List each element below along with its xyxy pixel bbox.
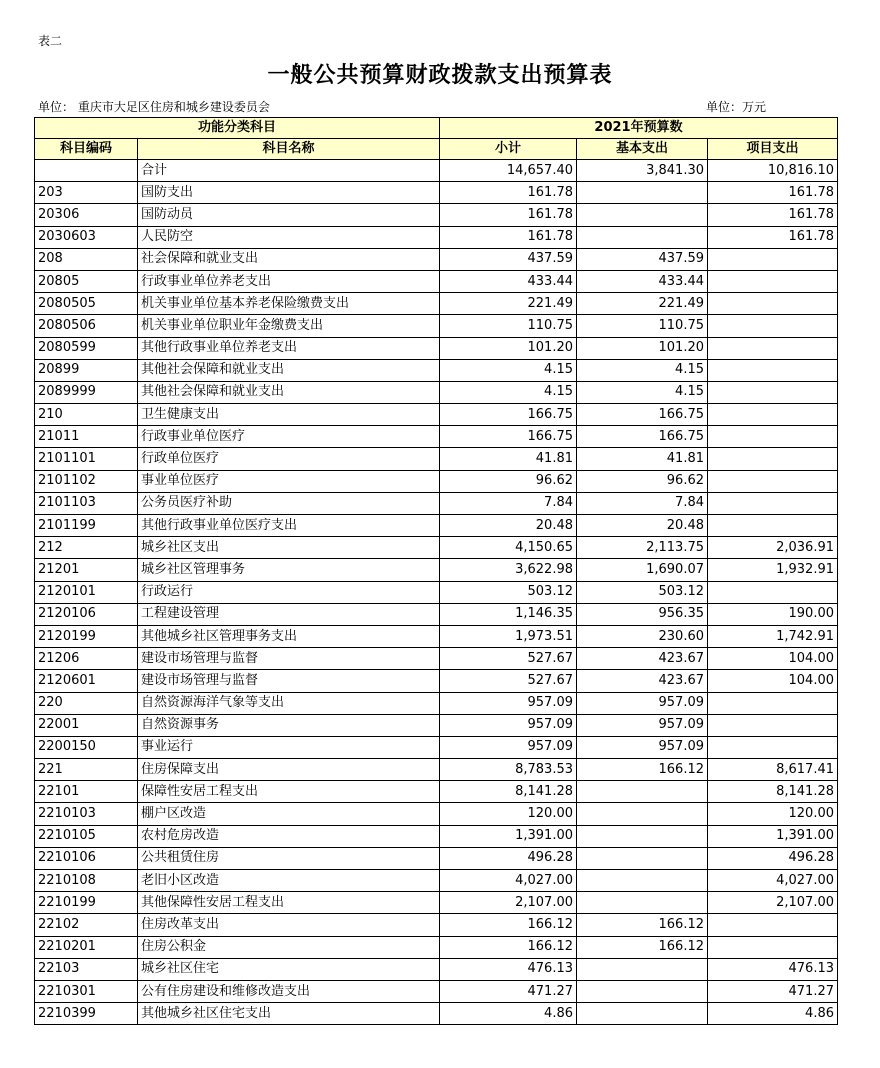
cell-name: 住房公积金: [138, 936, 440, 958]
cell-subtotal: 8,783.53: [440, 759, 577, 781]
cell-project: [708, 404, 838, 426]
cell-name: 其他城乡社区住宅支出: [138, 1003, 440, 1025]
cell-code: 2120106: [35, 603, 138, 625]
cell-project: 104.00: [708, 648, 838, 670]
cell-basic: 423.67: [577, 648, 708, 670]
cell-basic: [577, 847, 708, 869]
cell-subtotal: 2,107.00: [440, 892, 577, 914]
cell-subtotal: 166.12: [440, 936, 577, 958]
cell-project: [708, 270, 838, 292]
cell-code: 2210199: [35, 892, 138, 914]
cell-code: 2210106: [35, 847, 138, 869]
cell-basic: [577, 1003, 708, 1025]
table-row: [35, 160, 838, 182]
cell-subtotal: 1,973.51: [440, 625, 577, 647]
cell-basic: [577, 226, 708, 248]
cell-code: 22001: [35, 714, 138, 736]
cell-code: 2210399: [35, 1003, 138, 1025]
cell-code: 210: [35, 404, 138, 426]
cell-basic: 166.12: [577, 759, 708, 781]
cell-code: 208: [35, 248, 138, 270]
cell-basic: 3,841.30: [577, 160, 708, 182]
cell-basic: 221.49: [577, 293, 708, 315]
cell-name: 公务员医疗补助: [138, 492, 440, 514]
cell-subtotal: 437.59: [440, 248, 577, 270]
cell-subtotal: 161.78: [440, 204, 577, 226]
header-code: 科目编码: [35, 139, 138, 160]
table-row: [35, 337, 838, 359]
cell-subtotal: 957.09: [440, 736, 577, 758]
table-row: [35, 381, 838, 403]
cell-code: 2089999: [35, 381, 138, 403]
cell-basic: [577, 204, 708, 226]
cell-project: [708, 337, 838, 359]
cell-name: 事业运行: [138, 736, 440, 758]
cell-basic: 110.75: [577, 315, 708, 337]
cell-project: [708, 581, 838, 603]
table-row: [35, 625, 838, 647]
cell-basic: [577, 980, 708, 1002]
cell-project: [708, 936, 838, 958]
cell-basic: 166.12: [577, 936, 708, 958]
cell-project: 8,141.28: [708, 781, 838, 803]
cell-subtotal: 957.09: [440, 692, 577, 714]
cell-project: [708, 515, 838, 537]
cell-project: [708, 470, 838, 492]
unit-organization: 单位： 重庆市大足区住房和城乡建设委员会: [38, 100, 270, 114]
cell-project: [708, 381, 838, 403]
cell-subtotal: 221.49: [440, 293, 577, 315]
cell-basic: 423.67: [577, 670, 708, 692]
table-row: [35, 980, 838, 1002]
cell-code: 22102: [35, 914, 138, 936]
cell-basic: 4.15: [577, 381, 708, 403]
cell-subtotal: 471.27: [440, 980, 577, 1002]
table-row: [35, 914, 838, 936]
cell-code: 2210108: [35, 870, 138, 892]
table-row: [35, 204, 838, 226]
cell-subtotal: 3,622.98: [440, 559, 577, 581]
cell-project: [708, 293, 838, 315]
table-row: [35, 448, 838, 470]
cell-name: 社会保障和就业支出: [138, 248, 440, 270]
cell-name: 卫生健康支出: [138, 404, 440, 426]
cell-subtotal: 476.13: [440, 958, 577, 980]
cell-code: 21201: [35, 559, 138, 581]
cell-project: [708, 426, 838, 448]
cell-name: 合计: [138, 160, 440, 182]
cell-subtotal: 8,141.28: [440, 781, 577, 803]
cell-name: 城乡社区管理事务: [138, 559, 440, 581]
cell-basic: 957.09: [577, 692, 708, 714]
cell-project: 8,617.41: [708, 759, 838, 781]
table-row: [35, 270, 838, 292]
cell-name: 城乡社区支出: [138, 537, 440, 559]
cell-name: 人民防空: [138, 226, 440, 248]
cell-project: [708, 315, 838, 337]
cell-name: 机关事业单位职业年金缴费支出: [138, 315, 440, 337]
cell-basic: [577, 803, 708, 825]
cell-project: 2,107.00: [708, 892, 838, 914]
cell-code: 2101102: [35, 470, 138, 492]
table-row: [35, 182, 838, 204]
cell-subtotal: 433.44: [440, 270, 577, 292]
table-row: [35, 248, 838, 270]
table-row: [35, 847, 838, 869]
table-row: [35, 936, 838, 958]
header-name: 科目名称: [138, 139, 440, 160]
cell-code: 20899: [35, 359, 138, 381]
table-row: [35, 603, 838, 625]
budget-table: [34, 117, 838, 1025]
cell-basic: 2,113.75: [577, 537, 708, 559]
cell-code: 2210301: [35, 980, 138, 1002]
cell-code: 21011: [35, 426, 138, 448]
cell-subtotal: 4,150.65: [440, 537, 577, 559]
cell-code: 2120601: [35, 670, 138, 692]
cell-subtotal: 7.84: [440, 492, 577, 514]
cell-code: 20805: [35, 270, 138, 292]
table-row: [35, 958, 838, 980]
cell-project: 1,742.91: [708, 625, 838, 647]
table-row: [35, 559, 838, 581]
cell-project: [708, 359, 838, 381]
table-body: [35, 160, 838, 1025]
cell-basic: 20.48: [577, 515, 708, 537]
cell-project: [708, 736, 838, 758]
table-row: [35, 825, 838, 847]
cell-basic: [577, 182, 708, 204]
cell-project: 496.28: [708, 847, 838, 869]
table-row: [35, 315, 838, 337]
cell-subtotal: 4,027.00: [440, 870, 577, 892]
cell-subtotal: 120.00: [440, 803, 577, 825]
cell-subtotal: 527.67: [440, 670, 577, 692]
cell-project: [708, 448, 838, 470]
cell-code: 221: [35, 759, 138, 781]
cell-subtotal: 4.86: [440, 1003, 577, 1025]
cell-project: 161.78: [708, 204, 838, 226]
cell-name: 自然资源事务: [138, 714, 440, 736]
cell-project: 10,816.10: [708, 160, 838, 182]
header-functional-classification: 功能分类科目: [35, 118, 440, 139]
cell-name: 城乡社区住宅: [138, 958, 440, 980]
cell-code: 2120199: [35, 625, 138, 647]
cell-project: 120.00: [708, 803, 838, 825]
cell-basic: [577, 892, 708, 914]
cell-subtotal: 166.75: [440, 404, 577, 426]
cell-code: 2120101: [35, 581, 138, 603]
cell-name: 农村危房改造: [138, 825, 440, 847]
cell-subtotal: 96.62: [440, 470, 577, 492]
cell-name: 其他社会保障和就业支出: [138, 359, 440, 381]
cell-project: [708, 248, 838, 270]
cell-project: 161.78: [708, 182, 838, 204]
cell-project: 190.00: [708, 603, 838, 625]
cell-basic: 1,690.07: [577, 559, 708, 581]
cell-code: 220: [35, 692, 138, 714]
cell-code: 2080599: [35, 337, 138, 359]
cell-code: 212: [35, 537, 138, 559]
cell-code: 203: [35, 182, 138, 204]
table-label: 表二: [38, 34, 63, 48]
cell-code: 2030603: [35, 226, 138, 248]
cell-project: 1,932.91: [708, 559, 838, 581]
cell-subtotal: 161.78: [440, 182, 577, 204]
table-row: [35, 803, 838, 825]
cell-code: 2080505: [35, 293, 138, 315]
cell-subtotal: 20.48: [440, 515, 577, 537]
cell-basic: [577, 870, 708, 892]
header-group-row: [35, 118, 838, 139]
table-row: [35, 870, 838, 892]
cell-basic: 503.12: [577, 581, 708, 603]
cell-subtotal: 496.28: [440, 847, 577, 869]
cell-name: 工程建设管理: [138, 603, 440, 625]
cell-code: 2210105: [35, 825, 138, 847]
cell-subtotal: 4.15: [440, 359, 577, 381]
cell-name: 事业单位医疗: [138, 470, 440, 492]
cell-subtotal: 957.09: [440, 714, 577, 736]
cell-code: [35, 160, 138, 182]
table-row: [35, 470, 838, 492]
cell-code: 20306: [35, 204, 138, 226]
table-row: [35, 670, 838, 692]
cell-basic: 7.84: [577, 492, 708, 514]
table-row: [35, 426, 838, 448]
cell-subtotal: 503.12: [440, 581, 577, 603]
cell-code: 2200150: [35, 736, 138, 758]
table-row: [35, 359, 838, 381]
table-row: [35, 714, 838, 736]
header-budget-year: 2021年预算数: [440, 118, 838, 139]
table-row: [35, 736, 838, 758]
cell-project: 4.86: [708, 1003, 838, 1025]
cell-name: 行政事业单位养老支出: [138, 270, 440, 292]
cell-name: 其他行政事业单位养老支出: [138, 337, 440, 359]
cell-name: 其他城乡社区管理事务支出: [138, 625, 440, 647]
cell-basic: 4.15: [577, 359, 708, 381]
table-row: [35, 537, 838, 559]
cell-basic: [577, 781, 708, 803]
table-row: [35, 892, 838, 914]
cell-basic: 956.35: [577, 603, 708, 625]
cell-name: 国防动员: [138, 204, 440, 226]
cell-subtotal: 166.75: [440, 426, 577, 448]
cell-subtotal: 1,391.00: [440, 825, 577, 847]
cell-name: 住房保障支出: [138, 759, 440, 781]
cell-basic: 166.75: [577, 426, 708, 448]
cell-code: 2101101: [35, 448, 138, 470]
header-subtotal: 小计: [440, 139, 577, 160]
cell-basic: 957.09: [577, 714, 708, 736]
cell-code: 21206: [35, 648, 138, 670]
cell-name: 其他行政事业单位医疗支出: [138, 515, 440, 537]
cell-basic: [577, 825, 708, 847]
table-row: [35, 581, 838, 603]
cell-name: 行政运行: [138, 581, 440, 603]
cell-name: 建设市场管理与监督: [138, 670, 440, 692]
cell-name: 其他社会保障和就业支出: [138, 381, 440, 403]
cell-project: 476.13: [708, 958, 838, 980]
unit-currency: 单位：万元: [706, 100, 767, 114]
header-project: 项目支出: [708, 139, 838, 160]
cell-subtotal: 101.20: [440, 337, 577, 359]
cell-basic: 101.20: [577, 337, 708, 359]
cell-subtotal: 41.81: [440, 448, 577, 470]
cell-name: 棚户区改造: [138, 803, 440, 825]
table-row: [35, 492, 838, 514]
cell-project: 161.78: [708, 226, 838, 248]
cell-project: 2,036.91: [708, 537, 838, 559]
cell-basic: 96.62: [577, 470, 708, 492]
cell-code: 2080506: [35, 315, 138, 337]
page-title: 一般公共预算财政拨款支出预算表: [267, 62, 613, 88]
cell-name: 老旧小区改造: [138, 870, 440, 892]
cell-basic: 957.09: [577, 736, 708, 758]
cell-name: 行政单位医疗: [138, 448, 440, 470]
table-row: [35, 759, 838, 781]
cell-code: 2101103: [35, 492, 138, 514]
cell-project: 104.00: [708, 670, 838, 692]
cell-project: [708, 914, 838, 936]
cell-name: 机关事业单位基本养老保险缴费支出: [138, 293, 440, 315]
header-basic: 基本支出: [577, 139, 708, 160]
cell-name: 公共租赁住房: [138, 847, 440, 869]
cell-project: [708, 492, 838, 514]
cell-subtotal: 161.78: [440, 226, 577, 248]
table-row: [35, 515, 838, 537]
table-row: [35, 781, 838, 803]
cell-basic: 41.81: [577, 448, 708, 470]
cell-code: 2101199: [35, 515, 138, 537]
cell-project: [708, 714, 838, 736]
cell-basic: 166.75: [577, 404, 708, 426]
cell-code: 22103: [35, 958, 138, 980]
cell-subtotal: 527.67: [440, 648, 577, 670]
cell-subtotal: 110.75: [440, 315, 577, 337]
cell-code: 2210201: [35, 936, 138, 958]
cell-code: 2210103: [35, 803, 138, 825]
cell-basic: 230.60: [577, 625, 708, 647]
cell-subtotal: 1,146.35: [440, 603, 577, 625]
cell-basic: 166.12: [577, 914, 708, 936]
cell-subtotal: 14,657.40: [440, 160, 577, 182]
cell-basic: 433.44: [577, 270, 708, 292]
table-row: [35, 648, 838, 670]
table-row: [35, 1003, 838, 1025]
header-column-row: [35, 139, 838, 160]
cell-project: 471.27: [708, 980, 838, 1002]
cell-name: 其他保障性安居工程支出: [138, 892, 440, 914]
cell-code: 22101: [35, 781, 138, 803]
cell-basic: 437.59: [577, 248, 708, 270]
table-row: [35, 692, 838, 714]
table-row: [35, 226, 838, 248]
cell-project: [708, 692, 838, 714]
cell-subtotal: 166.12: [440, 914, 577, 936]
cell-name: 住房改革支出: [138, 914, 440, 936]
cell-subtotal: 4.15: [440, 381, 577, 403]
cell-name: 国防支出: [138, 182, 440, 204]
cell-name: 自然资源海洋气象等支出: [138, 692, 440, 714]
cell-basic: [577, 958, 708, 980]
cell-project: 1,391.00: [708, 825, 838, 847]
cell-name: 建设市场管理与监督: [138, 648, 440, 670]
table-row: [35, 404, 838, 426]
cell-name: 公有住房建设和维修改造支出: [138, 980, 440, 1002]
cell-project: 4,027.00: [708, 870, 838, 892]
cell-name: 行政事业单位医疗: [138, 426, 440, 448]
cell-name: 保障性安居工程支出: [138, 781, 440, 803]
table-row: [35, 293, 838, 315]
